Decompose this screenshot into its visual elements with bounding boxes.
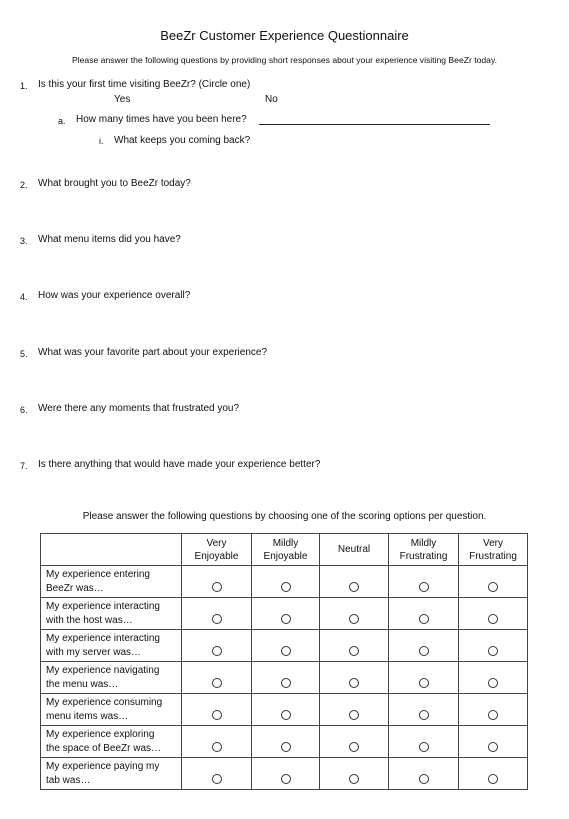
rating-radio[interactable] — [419, 710, 429, 720]
rating-radio[interactable] — [349, 582, 359, 592]
rating-cell — [320, 726, 389, 758]
rating-radio[interactable] — [281, 710, 291, 720]
rating-radio[interactable] — [488, 710, 498, 720]
rating-cell — [459, 694, 528, 726]
subquestion-text: What keeps you coming back? — [114, 135, 251, 146]
table-row — [41, 662, 528, 694]
row-label: My experience interacting with my server was… — [41, 630, 182, 662]
rating-cell — [389, 758, 459, 790]
rating-radio[interactable] — [349, 774, 359, 784]
rating-radio[interactable] — [281, 742, 291, 752]
question-text: How was your experience overall? — [38, 290, 191, 301]
rating-radio[interactable] — [488, 774, 498, 784]
rating-radio[interactable] — [281, 774, 291, 784]
rating-radio[interactable] — [419, 582, 429, 592]
rating-radio[interactable] — [212, 710, 222, 720]
header-empty-cell — [41, 534, 182, 566]
rating-radio[interactable] — [349, 742, 359, 752]
row-label: My experience consuming menu items was… — [41, 694, 182, 726]
table-row — [41, 726, 528, 758]
rating-cell — [459, 598, 528, 630]
rating-radio[interactable] — [488, 646, 498, 656]
rating-cell — [389, 694, 459, 726]
question-text: What menu items did you have? — [38, 234, 181, 245]
rating-radio[interactable] — [212, 582, 222, 592]
option-no[interactable]: No — [265, 94, 278, 105]
question-number: 3. — [20, 236, 28, 246]
rating-radio[interactable] — [349, 646, 359, 656]
option-yes[interactable]: Yes — [114, 94, 131, 105]
rating-radio[interactable] — [212, 614, 222, 624]
rating-radio[interactable] — [349, 710, 359, 720]
rating-cell — [459, 758, 528, 790]
rating-cell — [320, 662, 389, 694]
rating-cell — [252, 566, 320, 598]
page-title: BeeZr Customer Experience Questionnaire — [160, 28, 409, 43]
answer-line[interactable] — [259, 124, 490, 125]
rating-cell — [389, 566, 459, 598]
row-label: My experience entering BeeZr was… — [41, 566, 182, 598]
rating-radio[interactable] — [349, 678, 359, 688]
table-header-row — [41, 534, 528, 566]
question-text: Is this your first time visiting BeeZr? (Circle one) — [38, 79, 251, 90]
scale-header: Very Frustrating — [459, 534, 528, 566]
rating-cell — [459, 726, 528, 758]
rating-cell — [459, 662, 528, 694]
scale-header: Mildly Frustrating — [389, 534, 459, 566]
rating-cell — [320, 758, 389, 790]
table-row — [41, 758, 528, 790]
question-number: 6. — [20, 405, 28, 415]
rating-radio[interactable] — [419, 678, 429, 688]
rating-radio[interactable] — [488, 742, 498, 752]
rating-radio[interactable] — [419, 742, 429, 752]
question-number: 2. — [20, 180, 28, 190]
row-label: My experience navigating the menu was… — [41, 662, 182, 694]
scale-header: Very Enjoyable — [182, 534, 252, 566]
rating-cell — [389, 598, 459, 630]
rating-cell — [320, 630, 389, 662]
table-row — [41, 566, 528, 598]
rating-radio[interactable] — [419, 646, 429, 656]
rating-cell — [389, 726, 459, 758]
rating-cell — [182, 758, 252, 790]
rating-cell — [320, 694, 389, 726]
rating-cell — [252, 662, 320, 694]
rating-radio[interactable] — [419, 614, 429, 624]
rating-cell — [252, 630, 320, 662]
rating-radio[interactable] — [419, 774, 429, 784]
rating-cell — [182, 662, 252, 694]
rating-radio[interactable] — [281, 646, 291, 656]
rating-radio[interactable] — [281, 582, 291, 592]
question-number: 4. — [20, 292, 28, 302]
question-text: What was your favorite part about your experience? — [38, 347, 268, 358]
rating-cell — [182, 566, 252, 598]
question-number: 1. — [20, 81, 28, 91]
rating-cell — [389, 662, 459, 694]
scale-header: Neutral — [320, 534, 389, 566]
scoring-table — [40, 533, 528, 790]
rating-radio[interactable] — [281, 614, 291, 624]
rating-cell — [320, 566, 389, 598]
rating-radio[interactable] — [212, 774, 222, 784]
row-label: My experience paying my tab was… — [41, 758, 182, 790]
question-text: What brought you to BeeZr today? — [38, 178, 191, 189]
question-number: 5. — [20, 349, 28, 359]
table-row — [41, 630, 528, 662]
rating-cell — [252, 598, 320, 630]
table-row — [41, 598, 528, 630]
rating-cell — [459, 630, 528, 662]
subquestion-label: i. — [99, 136, 104, 146]
question-text: Is there anything that would have made your experience better? — [38, 459, 321, 470]
rating-cell — [252, 758, 320, 790]
question-text: Were there any moments that frustrated you? — [38, 403, 240, 414]
rating-radio[interactable] — [349, 614, 359, 624]
subquestion-label: a. — [58, 116, 66, 126]
subquestion-text: How many times have you been here? — [76, 114, 247, 125]
rating-cell — [182, 694, 252, 726]
rating-cell — [320, 598, 389, 630]
rating-radio[interactable] — [212, 678, 222, 688]
rating-cell — [182, 726, 252, 758]
rating-radio[interactable] — [281, 678, 291, 688]
question-number: 7. — [20, 461, 28, 471]
rating-radio[interactable] — [212, 646, 222, 656]
rating-radio[interactable] — [488, 678, 498, 688]
rating-cell — [252, 726, 320, 758]
rating-cell — [182, 598, 252, 630]
row-label: My experience interacting with the host was… — [41, 598, 182, 630]
instructions: Please answer the following questions by providing short responses about your experience visiting BeeZr today. — [72, 55, 497, 65]
rating-cell — [389, 630, 459, 662]
rating-cell — [182, 630, 252, 662]
rating-radio[interactable] — [212, 742, 222, 752]
rating-cell — [252, 694, 320, 726]
row-label: My experience exploring the space of BeeZr was… — [41, 726, 182, 758]
table-row — [41, 694, 528, 726]
rating-radio[interactable] — [488, 582, 498, 592]
rating-cell — [459, 566, 528, 598]
scale-header: Mildly Enjoyable — [252, 534, 320, 566]
rating-radio[interactable] — [488, 614, 498, 624]
table-instructions: Please answer the following questions by choosing one of the scoring options per question. — [82, 511, 487, 522]
